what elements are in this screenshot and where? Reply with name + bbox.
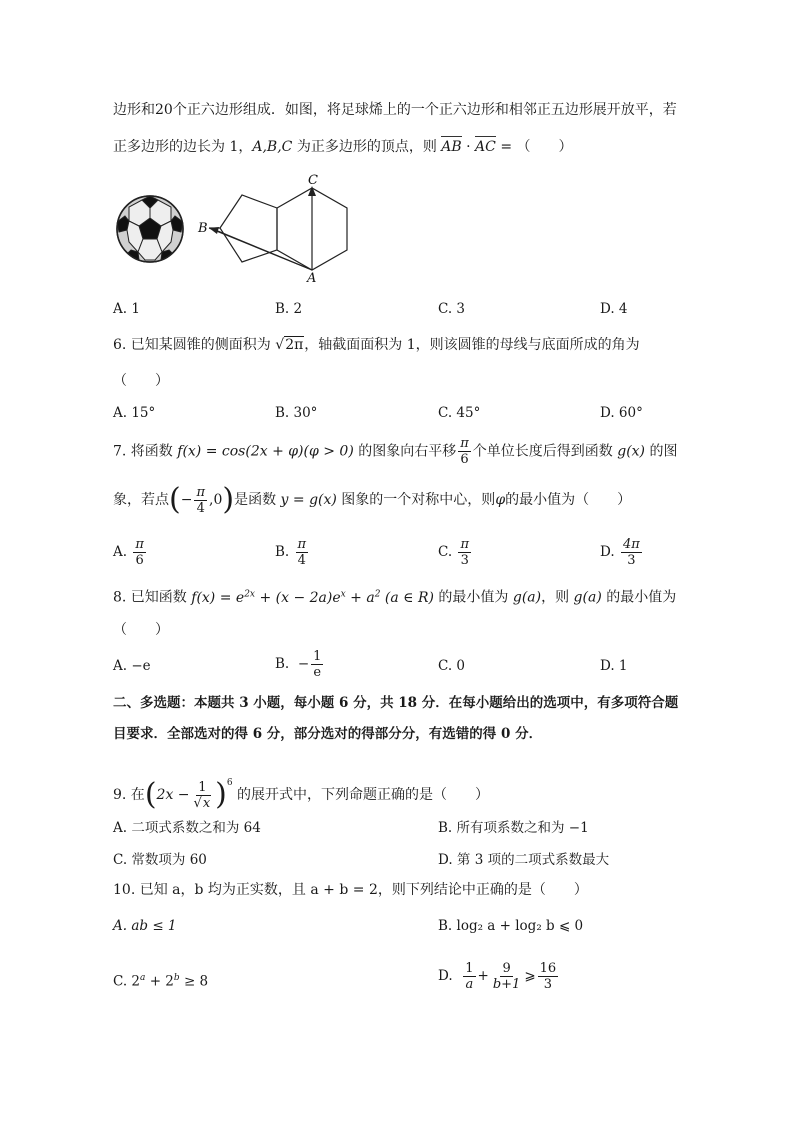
q5-option-a: A. 1 — [113, 301, 140, 317]
q5-vertex-vars: A,B,C — [252, 139, 293, 155]
q7-line1: 7. 将函数 f(x) = cos(2x + φ)(φ > 0) 的图象向右平移 $\frac{\pi}{6}$ 个单位长度后得到函数 g(x) 的图 — [113, 436, 678, 467]
polygon-diagram — [195, 172, 360, 284]
q7-line2: 象，若点(− $\frac{\pi}{4}$ ,0)是函数 y = g(x) 图象的一个对称中心，则φ的最小值为（ ） — [113, 482, 632, 517]
q10-option-c: C. $2^a + 2^b \ge 8$ — [113, 973, 209, 990]
q9-option-c: C. 常数项为 60 — [113, 852, 207, 868]
q9-option-b: B. 所有项系数之和为 −1 — [438, 820, 589, 836]
q6-sqrt: 2π — [285, 337, 304, 353]
vector-ac: AC — [475, 139, 496, 155]
q8-option-d: D. 1 — [600, 658, 628, 674]
label-c: C — [308, 173, 318, 188]
label-b: B — [198, 221, 208, 236]
q10-line: 10. 已知 a，b 均为正实数，且 a + b = 2，则下列结论中正确的是（ ） — [113, 882, 588, 898]
q10-option-a: A. ab ≤ 1 — [113, 918, 177, 934]
q9-line: 9. 在(2x − $\frac{1}{√x}$ )$^6$ 的展开式中，下列命题正确的是（ ） — [113, 777, 490, 812]
q6-option-d: D. 60° — [600, 405, 643, 421]
q8-line1: 8. 已知函数 $f(x) = e^{2x} + (x - 2a)e^x + a^2$ (a ∈ R) 的最小值为 g(a)，则 g(a) 的最小值为 — [113, 589, 677, 606]
vector-ab: AB — [441, 139, 462, 155]
q5-option-b: B. 2 — [275, 301, 303, 317]
q8-option-a: A. −e — [113, 658, 151, 674]
q7-shift-fraction: $\frac{\pi}{6}$ — [460, 436, 469, 467]
q7-point-fraction: $\frac{\pi}{4}$ — [196, 484, 205, 516]
q6-option-a: A. 15° — [113, 405, 156, 421]
section2-line1: 二、多选题：本题共 3 小题，每小题 6 分，共 18 分．在每小题给出的选项中，有多项符合题 — [113, 695, 679, 711]
q8-option-c: C. 0 — [438, 658, 466, 674]
q5-line1: 边形和20个正六边形组成．如图，将足球烯上的一个正六边形和相邻正五边形展开放平，若 — [113, 102, 677, 118]
q6-line2: （ ） — [113, 373, 169, 389]
q6-option-b: B. 30° — [275, 405, 318, 421]
q9-option-d: D. 第 3 项的二项式系数最大 — [438, 852, 610, 868]
q5-option-d: D. 4 — [600, 301, 628, 317]
q5-line2: 正多边形的边长为 1，A,B,C 为正多边形的顶点，则 AB · AC = （ ） — [113, 139, 573, 155]
q8-line2: （ ） — [113, 622, 169, 638]
q5-option-c: C. 3 — [438, 301, 466, 317]
q9-option-a: A. 二项式系数之和为 64 — [113, 820, 261, 836]
label-a: A — [307, 271, 317, 284]
vector-ab-arrow — [213, 229, 312, 270]
q6-option-c: C. 45° — [438, 405, 481, 421]
q8-option-b: B. − $\frac{1}{e}$ — [275, 649, 322, 680]
q7-option-b: B. $\frac{\pi}{4}$ — [275, 537, 307, 568]
section2-line2: 目要求．全部选对的得 6 分，部分选对的得部分分，有选错的得 0 分． — [113, 726, 543, 742]
soccer-ball-icon — [115, 194, 185, 264]
q10-option-d: D. $\frac{1}{a}$ + $\frac{9}{b+1}$ ⩾ $\frac{16}{3}$ — [438, 961, 557, 992]
q7-option-a: A. $\frac{\pi}{6}$ — [113, 537, 144, 568]
q7-option-d: D. $\frac{4\pi}{3}$ — [600, 537, 640, 568]
q6-line1: 6. 已知某圆锥的侧面积为 √2π，轴截面面积为 1，则该圆锥的母线与底面所成的角为 — [113, 337, 640, 353]
q7-option-c: C. $\frac{\pi}{3}$ — [438, 537, 469, 568]
q7-func: f(x) = cos(2x + φ)(φ > 0) — [177, 443, 354, 460]
q10-option-b: B. log₂ a + log₂ b ⩽ 0 — [438, 918, 584, 934]
